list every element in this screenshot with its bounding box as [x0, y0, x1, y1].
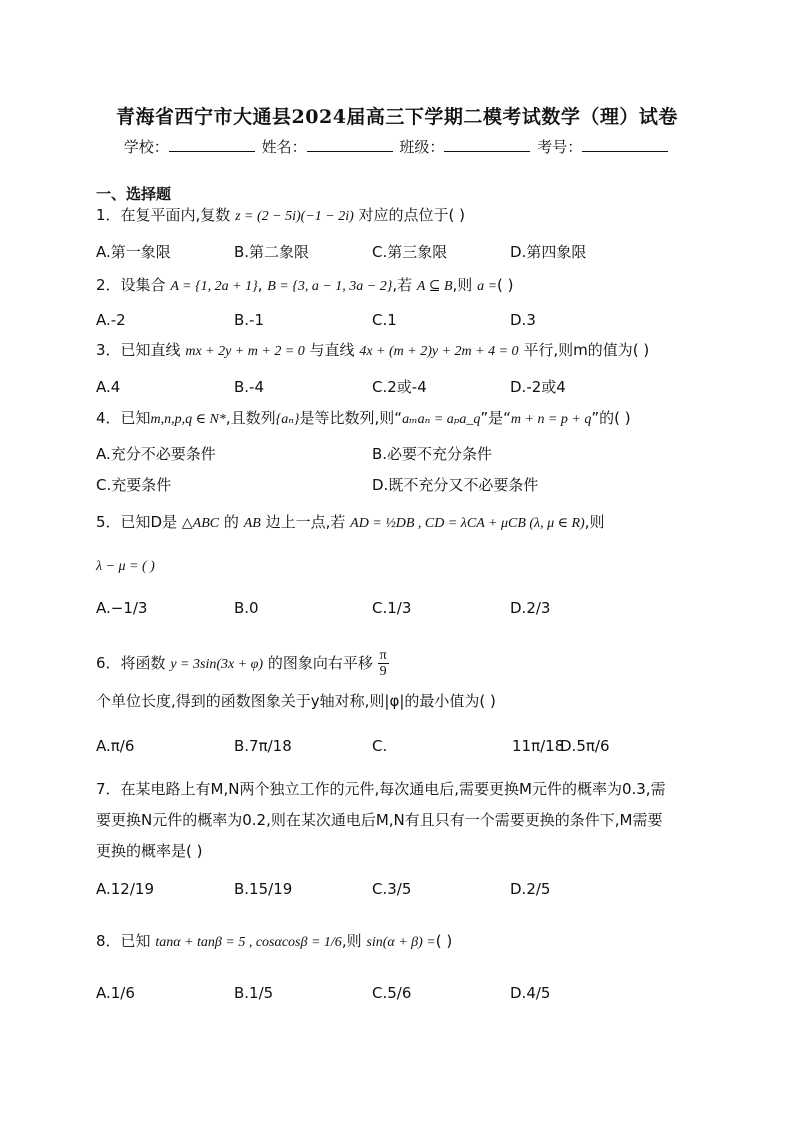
q5-option-a[interactable]: A.−1/3 [96, 599, 148, 617]
school-blank[interactable] [169, 139, 255, 152]
question-8-stem: 8．已知 tanα + tanβ = 5 , cosαcosβ = 1/6,则 sin(α + β) =( ) [96, 932, 453, 950]
q5-option-c[interactable]: C.1/3 [372, 599, 412, 617]
question-6-stem-line2: 个单位长度,得到的函数图象关于y轴对称,则|φ|的最小值为( ) [96, 692, 496, 710]
q2-option-a[interactable]: A.-2 [96, 311, 126, 329]
q6-option-c-value: 11π/18 [512, 737, 565, 755]
question-6-stem: 6．将函数 y = 3sin(3x + φ) 的图象向右平移 $\frac{\pi}{9}$ [96, 648, 387, 679]
q6-function: y = 3sin(3x + φ) [170, 657, 264, 672]
question-1-stem: 1．在复平面内,复数 z = (2 − 5i)(−1 − 2i) 对应的点位于( ) [96, 206, 466, 224]
q7-option-a[interactable]: A.12/19 [96, 880, 154, 898]
q8-option-c[interactable]: C.5/6 [372, 984, 412, 1002]
q8-option-b[interactable]: B.1/5 [234, 984, 274, 1002]
question-7-line2: 要更换N元件的概率为0.2,则在某次通电后M,N有且只有一个需要更换的条件下,M需要 [96, 811, 663, 829]
q4-sequence: {aₙ} [275, 412, 300, 427]
q6-option-d[interactable]: D.5π/6 [560, 737, 610, 755]
q8-target: sin(α + β) = [366, 935, 436, 950]
name-blank[interactable] [307, 139, 393, 152]
q3-line1: mx + 2y + m + 2 = 0 [185, 344, 305, 359]
q4-condition-2: m + n = p + q [510, 412, 592, 427]
q7-option-b[interactable]: B.15/19 [234, 880, 293, 898]
q5-vector-relations: AD = ½DB , CD = λCA + μCB (λ, μ ∈ R) [350, 516, 585, 531]
q1-option-a[interactable]: A.第一象限 [96, 243, 171, 261]
q2-a: a = [477, 279, 498, 294]
question-7-line3: 更换的概率是( ) [96, 842, 203, 860]
q6-option-a[interactable]: A.π/6 [96, 737, 135, 755]
q6-shift-fraction: $\frac{\pi}{9}$ [379, 648, 387, 679]
q8-given: tanα + tanβ = 5 , cosαcosβ = 1/6 [155, 935, 342, 950]
q7-option-d[interactable]: D.2/5 [510, 880, 551, 898]
q2-subset: A ⊆ B [416, 279, 453, 294]
question-5-stem: 5．已知D是 △ABC 的 AB 边上一点,若 AD = ½DB , CD = λCA + μCB (λ, μ ∈ R),则 [96, 513, 605, 531]
q8-option-a[interactable]: A.1/6 [96, 984, 135, 1002]
q2-set-a: A = {1, 2a + 1} [170, 279, 258, 294]
q5-side: AB [243, 516, 261, 531]
q5-option-b[interactable]: B.0 [234, 599, 259, 617]
q4-condition-1: aₘaₙ = aₚa_q [402, 412, 481, 427]
q4-vars: m,n,p,q ∈ N* [150, 412, 226, 427]
q6-option-b[interactable]: B.7π/18 [234, 737, 292, 755]
question-7-line1: 7．在某电路上有M,N两个独立工作的元件,每次通电后,需要更换M元件的概率为0.3,需 [96, 780, 666, 798]
q6-option-c[interactable]: C. [372, 737, 388, 755]
q5-option-d[interactable]: D.2/3 [510, 599, 551, 617]
q4-option-b[interactable]: B.必要不充分条件 [372, 445, 493, 463]
q1-option-c[interactable]: C.第三象限 [372, 243, 448, 261]
class-blank[interactable] [444, 139, 530, 152]
question-3-stem: 3．已知直线 mx + 2y + m + 2 = 0 与直线 4x + (m + 2)y + 2m + 4 = 0 平行,则m的值为( ) [96, 341, 650, 359]
exam-number-blank[interactable] [582, 139, 668, 152]
class-label: 班级： [399, 138, 445, 156]
q3-option-b[interactable]: B.-4 [234, 378, 265, 396]
section-title: 一、选择题 [96, 185, 172, 203]
q2-option-b[interactable]: B.-1 [234, 311, 265, 329]
q7-option-c[interactable]: C.3/5 [372, 880, 412, 898]
q1-formula: z = (2 − 5i)(−1 − 2i) [235, 209, 354, 224]
q4-option-a[interactable]: A.充分不必要条件 [96, 445, 216, 463]
exam-number-label: 考号： [537, 138, 583, 156]
q1-option-b[interactable]: B.第二象限 [234, 243, 310, 261]
q1-option-d[interactable]: D.第四象限 [510, 243, 587, 261]
question-5-stem-line2: λ − μ = ( ) [96, 559, 155, 574]
school-label: 学校： [123, 138, 169, 156]
q8-option-d[interactable]: D.4/5 [510, 984, 551, 1002]
q4-option-c[interactable]: C.充要条件 [96, 476, 172, 494]
q2-option-c[interactable]: C.1 [372, 311, 397, 329]
q3-option-a[interactable]: A.4 [96, 378, 121, 396]
q2-option-d[interactable]: D.3 [510, 311, 536, 329]
q3-line2: 4x + (m + 2)y + 2m + 4 = 0 [359, 344, 519, 359]
q3-option-c[interactable]: C.2或-4 [372, 378, 427, 396]
q3-option-d[interactable]: D.-2或4 [510, 378, 566, 396]
q5-triangle: △ABC [181, 516, 220, 531]
student-info-line [0, 136, 794, 157]
q4-option-d[interactable]: D.既不充分又不必要条件 [372, 476, 539, 494]
page-title: 青海省西宁市大通县2024届高三下学期二模考试数学（理）试卷 [116, 106, 678, 128]
name-label: 姓名： [261, 138, 307, 156]
q2-set-b: B = {3, a − 1, 3a − 2} [267, 279, 393, 294]
question-2-stem: 2．设集合 A = {1, 2a + 1}, B = {3, a − 1, 3a − 2},若 A ⊆ B,则 a =( ) [96, 276, 514, 294]
question-4-stem: 4．已知m,n,p,q ∈ N*,且数列{aₙ}是等比数列,则“aₘaₙ = aₚa_q”是“m + n = p + q”的( ) [96, 409, 631, 427]
